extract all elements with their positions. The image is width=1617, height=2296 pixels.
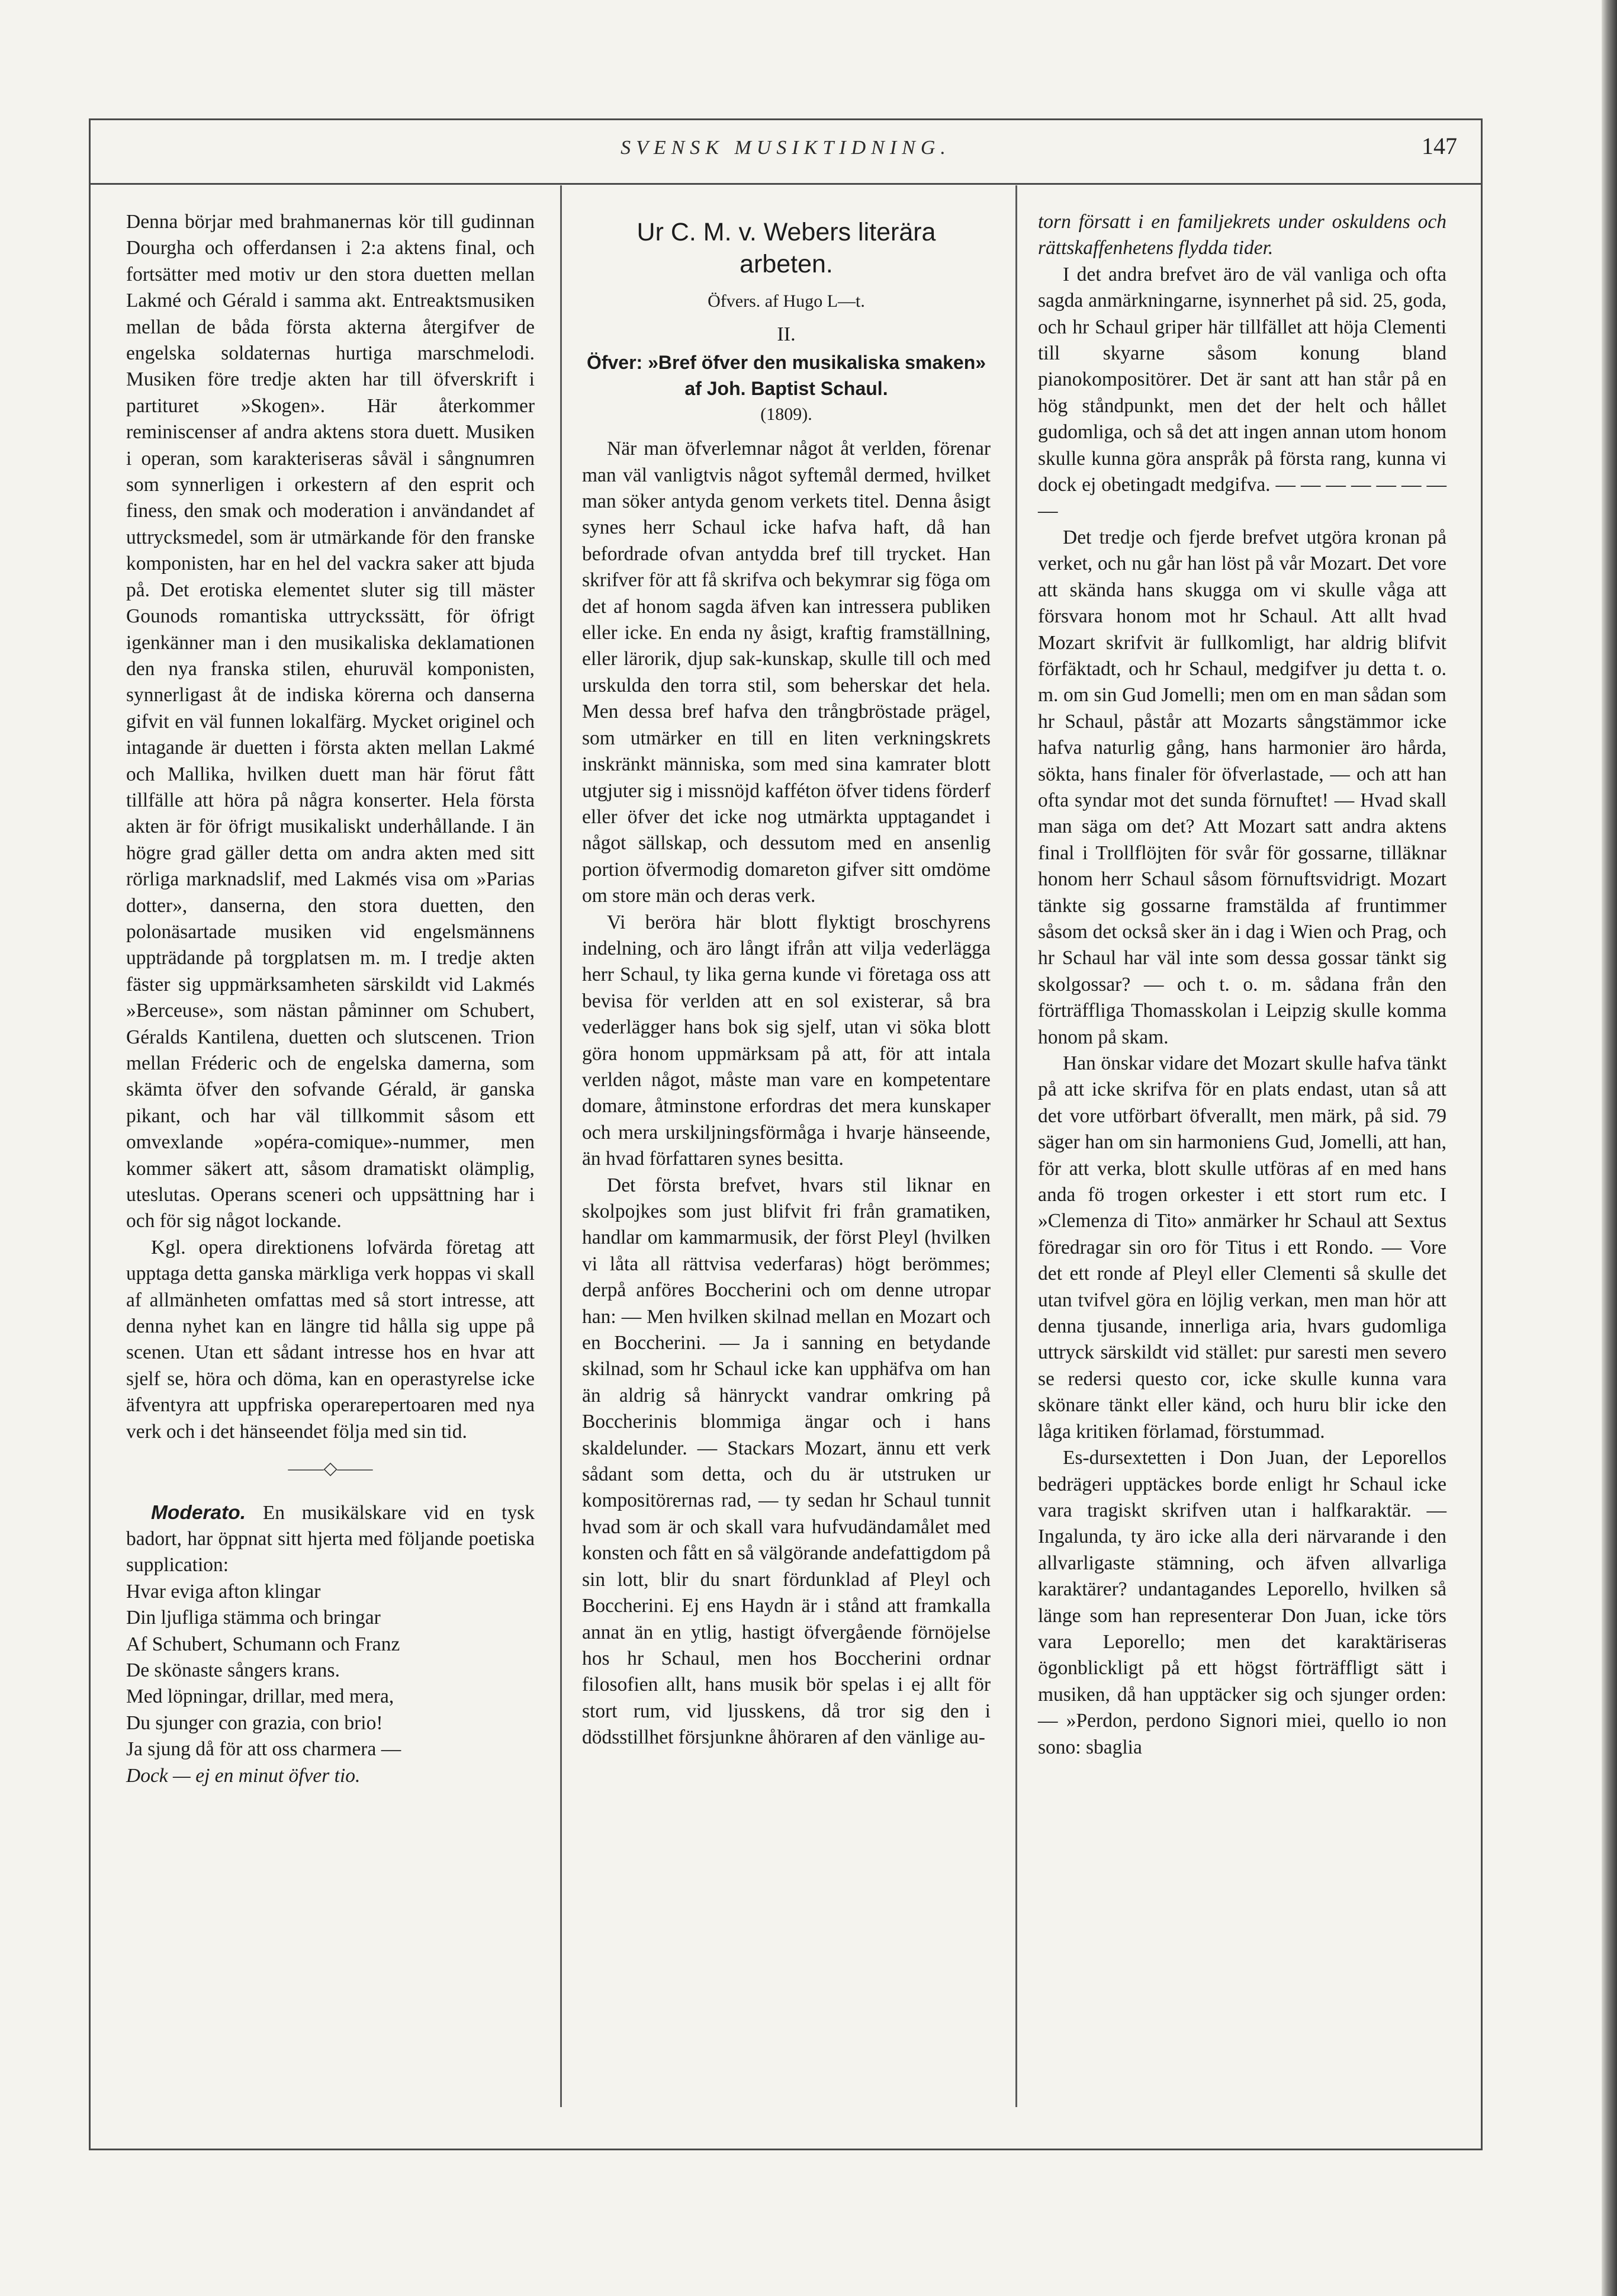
article-title: Ur C. M. v. Webers literära arbeten. <box>636 218 936 278</box>
running-header <box>91 120 1481 185</box>
binding-edge <box>1602 0 1617 2296</box>
article-year: (1809). <box>760 404 812 424</box>
column-rule-1 <box>560 185 562 2107</box>
weber-paragraph-2: Vi beröra här blott flyktigt broschyrens indelning, och äro långt ifrån att vilja vederlägga herr Schaul, ty lika gerna kunde vi företaga oss att bevisa för verlden att en sol existerar, så bra vederlägger hans bok sig sjelf, utan vi söka blott göra honom uppmärksam på att, för att intala verlden något, måste man vare en kompetentare domare, åtminstone erfordras det mera kunskaper och mera urskiljningsförmåga i hvarje hänseende, än hvad författaren synes besitta. <box>582 911 991 1170</box>
page-number: 147 <box>1422 133 1457 159</box>
weber-paragraph-3: Det första brefvet, hvars stil liknar en skolpojkes som just blifvit fri från gramatiken, handlar om kammarmusik, der först Pleyl (hvilken vi låta all rättvisa vederfaras) högt berömmes; derpå anföres Boccherini och om denne utropar han: — Men hvilken skilnad mellan en Mozart och en Boccherini. — Ja i sanning en betydande skilnad, som hr Schaul icke kan upphäfva om han än aldrig så hänryckt vandrar omkring på Boccherinis blommiga ängar och i hans skaldelunder. — Stackars Mozart, ännu ett verk sådant som detta, och du är utstruken ur kompositörernas rad, — ty sedan hr Schaul tunnit hvad som är och skall vara hufvudändamålet med konsten och fått en så välgörande andefattigdom på sin lott, blir du snart fördunklad af Pleyl och Boccherini. Ej ens Haydn är i stånd att framkalla annat än en ytlig, hastigt öfvergående förnöjelse hos hr Schaul, men hos Boccherini ordnar filosofien allt, hans musik bör spelas i ej allt för stort rum, vid ljusskens, då tror sig den i dödsstillhet försjunkne åhöraren af den vänlige au- <box>582 1174 991 1749</box>
poem-line: Af Schubert, Schumann och Franz <box>126 1633 400 1655</box>
column-2 <box>582 209 991 1751</box>
poem <box>126 1579 535 1789</box>
column-rule-2 <box>1015 185 1017 2107</box>
poem-line: Hvar eviga afton klingar <box>126 1580 321 1603</box>
moderato-heading: Moderato. <box>151 1501 246 1524</box>
section-ornament: ——◇—— <box>288 1459 373 1479</box>
poem-line: Med löpningar, drillar, med mera, <box>126 1685 394 1708</box>
column-3 <box>1038 209 1446 1761</box>
weber-paragraph-5: Det tredje och fjerde brefvet utgöra kronan på verket, och nu går han löst på vår Mozart. Det vore att skända hans skugga om vi skulle våga att försvara honom mot hr Schaul. Att allt hvad Mozart skrifvit är fullkomligt, har aldrig blifvit förfäktadt, och hr Schaul, medgifver ju detta t. o. m. om sin Gud Jomelli; men om en man sådan som hr Schaul, påstår att Mozarts sångstämmor icke hafva naturlig gång, hans harmonier äro hårda, sökta, hans finaler för öfverlastade, — och att han ofta syndar mot det sunda förnuftet! — Hvad skall man säga om det? Att Mozart satt andra aktens final i Trollflöjten för svår för gossarne, tilläknar honom herr Schaul såsom förnuftsvidrigt. Mozart tänkte sig gossarne framstälda af fruntimmer såsom det också sker än i dag i Wien och Prag, och hr Schaul har väl inte som dessa gossar tänkt sig skolgossar? — och t. o. m. sådana från den förträffliga Thomasskolan i Leipzig skulle komma honom på skam. <box>1038 526 1446 1048</box>
weber-paragraph-4: I det andra brefvet äro de väl vanliga och ofta sagda anmärkningarne, isynnerhet på sid. 25, goda, och hr Schaul griper här tillfället att höja Clementi till skyarne såsom konung bland pianokompositörer. Det är sant att han står på en hög ståndpunkt, men det der helt och hållet gudomliga, och så det att ingen annan utom honom skulle kunna göra anspråk på första rang, kunna vi dock ej obetingadt medgifva. — — — — — — — — <box>1038 263 1446 522</box>
poem-line: De skönaste sångers krans. <box>126 1659 340 1681</box>
article-part-number: II. <box>777 323 796 346</box>
weber-paragraph-6: Han önskar vidare det Mozart skulle hafva tänkt på att icke skrifva för en plats endast, utan så att det vore utförbart öfverallt, men märk, på sid. 79 säger han om sin harmoniens Gud, Jomelli, att han, för att verka, blott skulle utföras af en med hans anda fö trogen orkester i ett stort rum etc. I »Clemenza di Tito» anmärker hr Schaul att Sextus föredragar sin oro för Titus i ett Rondo. — Vore det ett ronde af Pleyl eller Clementi så skulle det utan tvifvel göra en löjlig verkan, men man hör att denna tjusande, innerliga aria, hvars gudomliga uttryck särskildt vid stället: pur saresti men severo se redersi questo cor, icke skulle kunna vara skönare tänkt eller känd, och huru blir icke den låga kritiken förlamad, förstummad. <box>1038 1052 1446 1443</box>
weber-paragraph-1: När man öfverlemnar något åt verlden, förenar man väl vanligtvis något syftemål dermed, hvilket man söker antyda genom verkets titel. Denna åsigt synes herr Schaul icke hafva haft, då han befordrade ofvan antydda bref till trycket. Han skrifver för att få skrifva och bekymrar sig föga om det af honom sagda äfven kan intressera publiken eller icke. En enda ny åsigt, kraftig framställning, eller lärorik, djup sak-kunskap, skulle till och med urskulda den torra stil, som beherskar det hela. Men dessa bref hafva den trångbröstade prägel, som utmärker en till en liten verkningskrets inskränkt människa, som med sina kamrater blott utgjuter sig i missnöjd kafféton öfver tidens förderf eller öfver det icke nog utmärkta upptagandet i något sällskap, och dessutom med en ansenlig portion öfvermodig domareton gifver sitt omdöme om store män och deras verk. <box>582 438 991 907</box>
weber-paragraph-7: Es-dursextetten i Don Juan, der Leporellos bedrägeri upptäckes borde enligt hr Schaul icke vara tragiskt skrifven utan i halfkaraktär. — Ingalunda, ty äro icke alla deri närvarande i den allvarligaste stämning, och äfven allvarliga karaktärer? undantagandes Leporello, hvilken så länge som han representerar Don Juan, icke törs vara Leporello; men det karaktäriseras ögonblickligt på ett högst förträffligt sätt i musiken, då han upptäcker sig och sjunger orden: — »Perdon, perdono Signori miei, quello io non sono: sbaglia <box>1038 1447 1446 1758</box>
page-frame <box>89 118 1483 2150</box>
column-1 <box>126 209 535 1789</box>
moderato-intro: En musikälskare vid en tysk badort, har öppnat sitt hjerta med följande poetiska supplication: <box>126 1501 535 1576</box>
opera-direction-paragraph: Kgl. opera direktionens lofvärda företag att upptaga detta ganska märkliga verk hoppas vi skall af allmänheten omfattas med så stort intresse, att denna nyhet kan en längre tid hålla sig uppe på scenen. Utan ett sådant intresse hos en hvar att sjelf se, höra och döma, kan en operastyrelse icke äfventyra att uppfriska operarepertoaren med nya verk och i det hänseendet följa med sin tid. <box>126 1236 535 1443</box>
poem-line: Du sjunger con grazia, con brio! <box>126 1711 383 1734</box>
article-subtitle: Öfver: »Bref öfver den musikaliska smaken» af Joh. Baptist Schaul. <box>586 351 986 399</box>
poem-line: Ja sjung då för att oss charmera — <box>126 1738 401 1761</box>
article-byline: Öfvers. af Hugo L—t. <box>708 291 865 311</box>
poem-line: Dock — ej en minut öfver tio. <box>126 1764 361 1787</box>
lakme-review-paragraph: Denna börjar med brahmanernas kör till gudinnan Dourgha och offerdansen i 2:a aktens final, och fortsätter med motiv ur den stora duetten mellan Lakmé och Gérald i samma akt. Entreaktsmusiken mellan de båda första akterna återgifver de engelska soldaternas hurtiga marschmelodi. Musiken före tredje akten har till öfverskrift i partituret »Skogen». Här återkommer reminiscenser af andra aktens stora duett. Musiken i operan, som karakteriseras såväl i sångnumren som synnerligen i orkestern af den esprit och finess, den smak och moderation i användandet af uttrycksmedel, som är utmärkande för den franske komponisten, har en hel del vackra saker att bjuda på. Det erotiska elementet sluter sig till mäster Gounods romantiska uttryckssätt, för öfrigt igenkänner man i den musikaliska deklamationen den nya franska stilen, ehuruväl komponisten, synnerligast åt de indiska körerna och danserna gifvit en väl funnen lokalfärg. Mycket originel och intagande är duetten i första akten mellan Lakmé och Mallika, hvilken duett man här förut fått tillfälle att höra på några konserter. Hela första akten är för öfrigt musikaliskt underhållande. I än högre grad gäller detta om andra akten med sitt rörliga marknadslif, med Lakmés visa om »Parias dotter», danserna, den stora duetten, den polonäsartade musiken vid engelsmännens uppträdande på torgplatsen m. m. I tredje akten fäster sig uppmärksamheten särskildt vid Lakmés »Berceuse», som nästan påminner om Schubert, Géralds Kantilena, duetten och slutscenen. Trion mellan Fréderic och de engelska damerna, som skämta öfver den sofvande Gérald, är ganska pikant, och har väl tillkommit såsom ett omvexlande »opéra-comique»-nummer, men kommer säkert att, såsom dramatiskt olämplig, uteslutas. Operans sceneri och uppsättning har i och för sig något lockande. <box>126 211 535 1232</box>
journal-title: SVENSK MUSIKTIDNING. <box>621 137 951 159</box>
weber-continuation: torn försatt i en familjekrets under oskuldens och rättskaffenhetens flydda tider. <box>1038 211 1446 259</box>
poem-line: Din ljufliga stämma och bringar <box>126 1607 381 1629</box>
